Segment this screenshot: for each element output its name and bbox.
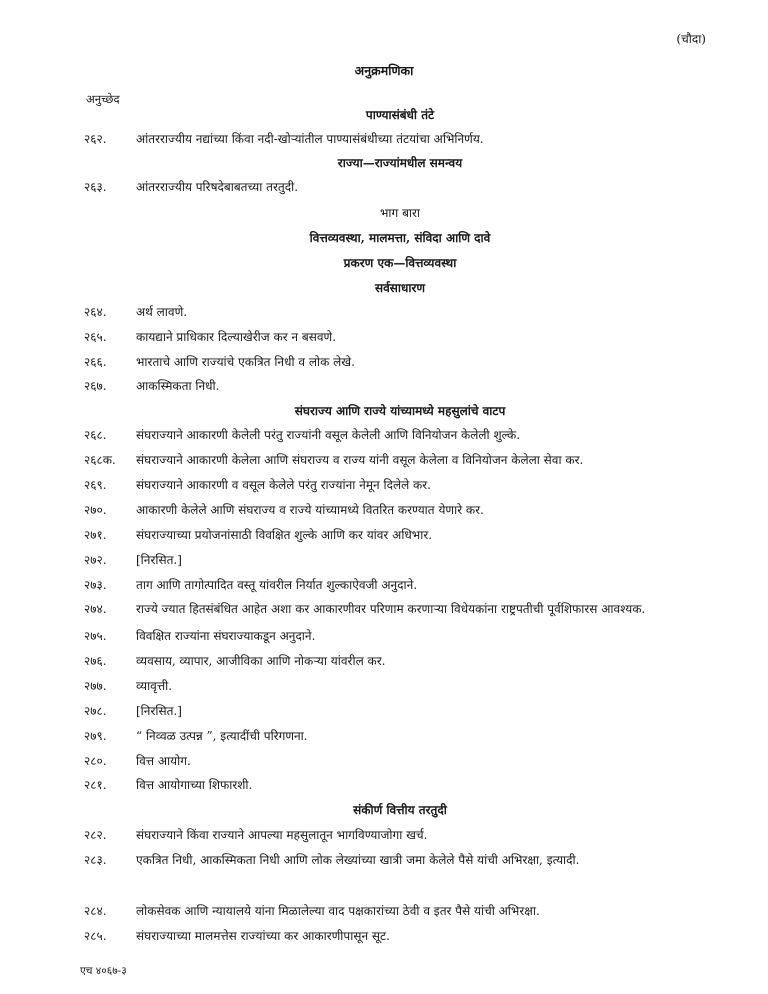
article-title: अर्थ लावणे. bbox=[136, 305, 188, 319]
article-title: संघराज्याच्या मालमत्तेस राज्यांच्या कर आकारणीपासून सूट. bbox=[136, 929, 390, 943]
article-title: विवक्षित राज्यांना संघराज्याकडून अनुदाने. bbox=[136, 629, 316, 643]
section-heading: संकीर्ण वित्तीय तरतुदी bbox=[353, 803, 447, 817]
article-number: २७२. bbox=[84, 553, 107, 567]
index-title: अनुक्रमणिका bbox=[354, 63, 414, 78]
article-title: संघराज्याने आकारणी केलेला आणि संघराज्य व राज्य यांनी वसूल केलेला व विनियोजन केलेला सेवा कर. bbox=[136, 453, 584, 467]
article-number: २८३. bbox=[84, 853, 107, 867]
article-title: संघराज्याने किंवा राज्याने आपल्या महसुलातून भागविण्याजोगा खर्च. bbox=[136, 828, 428, 842]
section-heading: राज्या—राज्यांमधील समन्वय bbox=[337, 156, 463, 170]
article-number: २७६. bbox=[84, 654, 107, 668]
section-heading: सर्वसाधारण bbox=[374, 281, 426, 295]
article-number: २७५. bbox=[84, 629, 107, 643]
section-heading: भाग बारा bbox=[379, 206, 421, 220]
section-heading: वित्तव्यवस्था, मालमत्ता, संविदा आणि दावे bbox=[309, 231, 491, 245]
article-title: व्यवसाय, व्यापार, आजीविका आणि नोकऱ्या यांवरील कर. bbox=[136, 654, 386, 668]
article-title: ताग आणि तागोत्पादित वस्तू यांवरील निर्यात शुल्काऐवजी अनुदाने. bbox=[136, 578, 418, 592]
article-title: राज्ये ज्यात हितसंबंधित आहेत अशा कर आकारणीवर परिणाम करणाऱ्या विधेयकांना राष्ट्रपतीची पूर्वशिफारस आवश्यक. bbox=[136, 602, 646, 616]
section-heading: संघराज्य आणि राज्ये यांच्यामध्ये महसुलांचे वाटप bbox=[294, 404, 506, 418]
column-heading-article: अनुच्छेद bbox=[86, 92, 120, 106]
article-title: आकारणी केलेले आणि संघराज्य व राज्ये यांच्यामध्ये वितरित करण्यात येणारे कर. bbox=[136, 503, 484, 517]
article-number: २६३. bbox=[84, 180, 107, 194]
article-title: एकत्रित निधी, आकस्मिकता निधी आणि लोक लेख्यांच्या खात्री जमा केलेले पैसे यांची अभिरक्षा, इत्यादी. bbox=[136, 853, 580, 867]
article-number: २६५. bbox=[84, 330, 107, 344]
article-title: भारताचे आणि राज्यांचे एकत्रित निधी व लोक लेखे. bbox=[136, 355, 355, 369]
article-number: २६२. bbox=[84, 132, 107, 146]
article-title: वित्त आयोग. bbox=[136, 754, 191, 768]
article-title: आंतरराज्यीय नद्यांच्या किंवा नदी-खोऱ्यांतील पाण्यासंबंधीच्या तंटयांचा अभिनिर्णय. bbox=[136, 132, 484, 146]
article-title: “ निव्वळ उत्पन्न ”, इत्यादींची परिगणना. bbox=[136, 729, 308, 743]
article-title: कायद्याने प्राधिकार दिल्याखेरीज कर न बसवणे. bbox=[136, 330, 337, 344]
article-title: संघराज्याने आकारणी व वसूल केलेले परंतु राज्यांना नेमून दिलेले कर. bbox=[136, 478, 431, 492]
footer-code: एच ४०६७-३ bbox=[80, 965, 127, 977]
article-title: संघराज्याने आकारणी केलेली परंतु राज्यांनी वसूल केलेली आणि विनियोजन केलेली शुल्के. bbox=[136, 428, 521, 442]
article-number: २७४. bbox=[84, 602, 107, 616]
article-number: २७३. bbox=[84, 578, 107, 592]
article-title: संघराज्याच्या प्रयोजनांसाठी विवक्षित शुल्के आणि कर यांवर अधिभार. bbox=[136, 528, 433, 542]
article-number: २७७. bbox=[84, 679, 107, 693]
article-title: वित्त आयोगाच्या शिफारशी. bbox=[136, 778, 253, 792]
article-number: २६७. bbox=[84, 379, 107, 393]
article-title: व्यावृत्ती. bbox=[136, 679, 173, 693]
article-number: २७०. bbox=[84, 503, 107, 517]
article-number: २६९. bbox=[84, 478, 107, 492]
article-title: आंतरराज्यीय परिषदेबाबतच्या तरतुदी. bbox=[136, 180, 299, 194]
article-number: २८५. bbox=[84, 929, 107, 943]
page-number: (चौदा) bbox=[676, 32, 706, 46]
article-number: २६८क. bbox=[84, 453, 116, 467]
article-number: २८४. bbox=[84, 904, 107, 918]
article-number: २७८. bbox=[84, 704, 107, 718]
article-number: २८२. bbox=[84, 828, 107, 842]
article-number: २७९. bbox=[84, 729, 107, 743]
article-number: २६६. bbox=[84, 355, 107, 369]
section-heading: पाण्यासंबंधी तंटे bbox=[365, 108, 435, 122]
article-title: आकस्मिकता निधी. bbox=[136, 379, 220, 393]
article-number: २६४. bbox=[84, 305, 107, 319]
section-heading: प्रकरण एक—वित्तव्यवस्था bbox=[343, 256, 457, 270]
article-number: २८०. bbox=[84, 754, 107, 768]
article-title: [निरसित.] bbox=[136, 704, 182, 718]
article-title: [निरसित.] bbox=[136, 553, 182, 567]
article-number: २६८. bbox=[84, 428, 107, 442]
article-title: लोकसेवक आणि न्यायालये यांना मिळालेल्या वाद पक्षकारांच्या ठेवी व इतर पैसे यांची अभिरक्षा. bbox=[136, 904, 540, 918]
article-number: २८१. bbox=[84, 778, 107, 792]
article-number: २७१. bbox=[84, 528, 107, 542]
